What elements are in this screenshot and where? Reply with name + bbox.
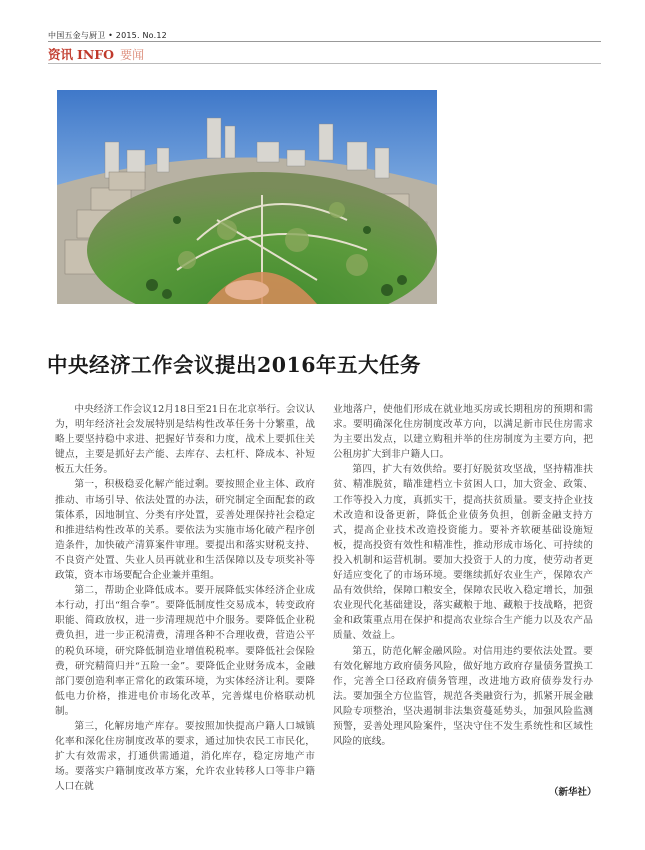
city-panorama-photo bbox=[57, 90, 437, 304]
section-header bbox=[48, 45, 144, 63]
article-paragraph: 第一，积极稳妥化解产能过剩。要按照企业主体、政府推动、市场引导、依法处置的办法，研究制定全面配套的政策体系，因地制宜、分类有序处置，妥善处理保持社会稳定和推进结构性改革的关系。要依法为实施市场化破产程序创造条件，加快破产清算案件审理。要提出和落实财税支持、不良资产处置、失业人员再就业和生活保障以及专项奖补等政策，资本市场要配合企业兼并重组。 bbox=[55, 479, 315, 582]
subsection-label: 要闻 bbox=[120, 48, 145, 62]
section-label-en: INFO bbox=[77, 47, 115, 62]
article-source: （新华社） bbox=[549, 787, 597, 798]
article-paragraph: 第二，帮助企业降低成本。要开展降低实体经济企业成本行动，打出“组合拳”。要降低制度性交易成本，转变政府职能、简政放权，进一步清理规范中介服务。要降低企业税费负担，进一步正税清费，清理各种不合理收费，营造公平的税负环境，研究降低制造业增值税税率。要降低社会保险费，研究精简归并“五险一金”。要降低企业财务成本，金融部门要创造利率正常化的政策环境，为实体经济让利。要降低电力价格，推进电价市场化改革，完善煤电价格联动机制。 bbox=[55, 585, 315, 717]
article-title: 中央经济工作会议提出2016年五大任务 bbox=[47, 353, 422, 377]
city-panorama-illustration bbox=[57, 90, 437, 304]
section-label: 资讯 bbox=[48, 47, 74, 62]
article-column-left bbox=[55, 402, 315, 794]
article-paragraph: 中央经济工作会议12月18日至21日在北京举行。会议认为，明年经济社会发展特别是结构性改革任务十分繁重，战略上要坚持稳中求进、把握好节奏和力度，战术上要抓住关键点，主要是抓好去产能、去库存、去杠杆、降成本、补短板五大任务。 bbox=[55, 404, 315, 476]
header-divider-bottom bbox=[48, 63, 601, 64]
publication-header: 中国五金与厨卫 • 2015. No.12 bbox=[48, 31, 167, 40]
header-divider-top bbox=[48, 41, 601, 42]
article-paragraph: 第三，化解房地产库存。要按照加快提高户籍人口城镇化率和深化住房制度改革的要求，通过加快农民工市民化，扩大有效需求，打通供需通道，消化库存，稳定房地产市场。要落实户籍制度改革方案，允许农业转移人口等非户籍人口在就 bbox=[55, 720, 315, 793]
article-paragraph: 第四，扩大有效供给。要打好脱贫攻坚战，坚持精准扶贫、精准脱贫，瞄准建档立卡贫困人口，加大资金、政策、工作等投入力度，真抓实干，提高扶贫质量。要支持企业技术改造和设备更新，降低企业债务负担，创新金融支持方式，提高企业技术改造投资能力。要补齐软硬基础设施短板，提高投资有效性和精准性，推动形成市场化、可持续的投入机制和运营机制。要加大投资于人的力度，使劳动者更好适应变化了的市场环境。要继续抓好农业生产，保障农产品有效供给，保障口粮安全，保障农民收入稳定增长，加强农业现代化基础建设，落实藏粮于地、藏粮于技战略，把资金和政策重点用在保护和提高农业综合生产能力以及农产品质量、效益上。 bbox=[333, 464, 593, 642]
article-paragraph: 第五，防范化解金融风险。对信用违约要依法处置。要有效化解地方政府债务风险，做好地方政府存量债务置换工作，完善全口径政府债务管理，改进地方政府债券发行办法。要加强全方位监管，规范各类融资行为，抓紧开展金融风险专项整治，坚决遏制非法集资蔓延势头，加强风险监测预警，妥善处理风险案件，坚决守住不发生系统性和区域性风险的底线。 bbox=[333, 645, 593, 748]
article-paragraph-continued: 业地落户，使他们形成在就业地买房或长期租房的预期和需求。要明确深化住房制度改革方向，以满足新市民住房需求为主要出发点，以建立购租并举的住房制度为主要方向，把公租房扩大到非户籍人口。 bbox=[333, 404, 593, 461]
article-column-right bbox=[333, 402, 593, 749]
